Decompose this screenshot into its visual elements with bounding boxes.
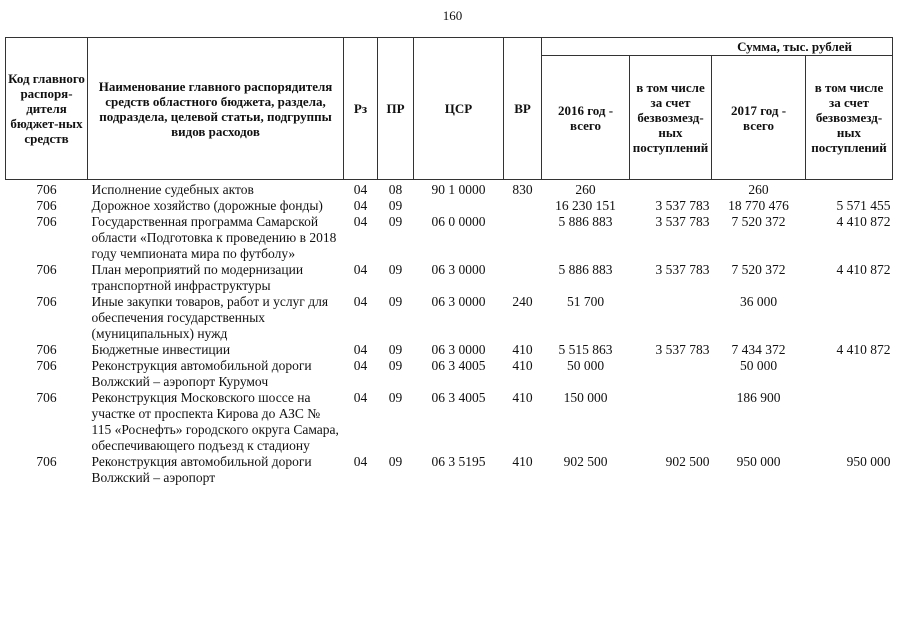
row-vr: 410: [512, 390, 533, 405]
row-name: Реконструкция автомобильной дороги Волжский – аэропорт: [91, 454, 312, 485]
row-2016-total: 5 886 883: [558, 262, 613, 277]
header-code: Код главного распоря-дителя бюджет-ных средств: [6, 38, 88, 180]
row-2017-free: 4 410 872: [836, 262, 891, 277]
row-2017-total: 50 000: [739, 358, 778, 373]
table-body: [6, 180, 893, 487]
row-pr: 09: [388, 262, 403, 277]
row-vr: 240: [512, 294, 533, 309]
row-csr: 06 3 4005: [431, 390, 486, 405]
row-name: План мероприятий по модернизации транспортной инфраструктуры: [91, 262, 304, 293]
row-2017-free: [806, 294, 893, 342]
row-2016-total: 5 515 863: [558, 342, 613, 357]
row-2017-free: 4 410 872: [836, 214, 891, 229]
row-code: 706: [36, 262, 57, 277]
row-rz: 04: [353, 294, 368, 309]
header-pr: ПР: [378, 38, 414, 180]
row-pr: 09: [388, 342, 403, 357]
row-pr: 09: [388, 294, 403, 309]
row-csr: 06 3 5195: [431, 454, 486, 469]
header-2016-total: 2016 год - всего: [542, 56, 630, 180]
row-pr: 09: [388, 454, 403, 469]
row-pr: 09: [388, 198, 403, 213]
row-code: 706: [36, 454, 57, 469]
row-2017-free: [806, 390, 893, 454]
row-2016-total: 150 000: [563, 390, 608, 405]
row-name: Иные закупки товаров, работ и услуг для обеспечения государственных (муниципальных) нужд: [91, 294, 329, 341]
header-vr: ВР: [504, 38, 542, 180]
header-rz: Рз: [344, 38, 378, 180]
row-rz: 04: [353, 198, 368, 213]
row-2017-free: 4 410 872: [836, 342, 891, 357]
row-2017-total: 7 434 372: [731, 342, 786, 357]
row-pr: 09: [388, 358, 403, 373]
row-rz: 04: [353, 390, 368, 405]
row-pr: 09: [388, 214, 403, 229]
row-vr: 410: [512, 342, 533, 357]
row-code: 706: [36, 342, 57, 357]
row-2017-total: 260: [748, 182, 769, 197]
row-2017-total: 18 770 476: [728, 198, 789, 213]
header-csr: ЦСР: [414, 38, 504, 180]
row-csr: 06 3 0000: [431, 294, 486, 309]
row-code: 706: [36, 390, 57, 405]
row-name: Реконструкция Московского шоссе на участке от проспекта Кирова до АЗС № 115 «Роснефть» городского округа Самара, обеспечивающего подъезд к стадиону: [91, 390, 339, 453]
table-row: [6, 180, 893, 199]
row-2017-free: [806, 358, 893, 390]
header-2017-free: в том числе за счет безвозмезд-ных поступлений: [806, 56, 893, 180]
row-2016-total: 5 886 883: [558, 214, 613, 229]
row-name: Государственная программа Самарской области «Подготовка к проведению в 2018 году чемпионата мира по футболу»: [91, 214, 337, 261]
row-csr: [414, 198, 504, 214]
row-2017-total: 7 520 372: [731, 214, 786, 229]
row-vr: [504, 198, 542, 214]
row-csr: 90 1 0000: [431, 182, 486, 197]
row-vr: 410: [512, 454, 533, 469]
row-rz: 04: [353, 358, 368, 373]
row-csr: 06 3 0000: [431, 262, 486, 277]
row-rz: 04: [353, 182, 368, 197]
row-rz: 04: [353, 262, 368, 277]
table-row: [6, 358, 893, 390]
row-csr: 06 0 0000: [431, 214, 486, 229]
row-2016-total: 260: [575, 182, 596, 197]
table-row: [6, 294, 893, 342]
row-code: 706: [36, 198, 57, 213]
table-row: [6, 390, 893, 454]
header-sum-group: Сумма, тыс. рублей: [542, 38, 893, 56]
row-2016-free: [630, 390, 712, 454]
row-rz: 04: [353, 454, 368, 469]
row-vr: 410: [512, 358, 533, 373]
row-rz: 04: [353, 342, 368, 357]
row-code: 706: [36, 214, 57, 229]
row-2017-total: 7 520 372: [731, 262, 786, 277]
row-code: 706: [36, 358, 57, 373]
row-pr: 09: [388, 390, 403, 405]
row-name: Дорожное хозяйство (дорожные фонды): [91, 198, 323, 213]
row-2017-total: 186 900: [736, 390, 781, 405]
page-number: 160: [442, 8, 463, 23]
table-row: [6, 342, 893, 358]
row-code: 706: [36, 182, 57, 197]
table-row: [6, 214, 893, 262]
budget-table: [5, 37, 893, 486]
row-2016-free: [630, 180, 712, 199]
table-row: [6, 198, 893, 214]
row-2016-free: 902 500: [665, 454, 710, 469]
row-2016-free: 3 537 783: [655, 262, 710, 277]
row-name: Бюджетные инвестиции: [91, 342, 231, 357]
row-name: Реконструкция автомобильной дороги Волжский – аэропорт Курумоч: [91, 358, 312, 389]
row-vr: 830: [512, 182, 533, 197]
row-2017-free: [806, 180, 893, 199]
row-vr: [504, 262, 542, 294]
row-2016-free: 3 537 783: [655, 198, 710, 213]
header-2017-total: 2017 год - всего: [712, 56, 806, 180]
row-2016-total: 50 000: [566, 358, 605, 373]
row-2016-total: 902 500: [563, 454, 608, 469]
row-2017-free: 950 000: [846, 454, 891, 469]
table-header: [6, 38, 893, 180]
row-name: Исполнение судебных актов: [91, 182, 254, 197]
row-2016-free: [630, 358, 712, 390]
row-2017-total: 36 000: [739, 294, 778, 309]
row-vr: [504, 214, 542, 262]
header-name: Наименование главного распорядителя средств областного бюджета, раздела, подраздела, целевой статьи, подгруппы видов расходов: [88, 38, 344, 180]
row-csr: 06 3 4005: [431, 358, 486, 373]
row-2016-free: 3 537 783: [655, 342, 710, 357]
row-2017-free: 5 571 455: [836, 198, 891, 213]
row-2016-free: [630, 294, 712, 342]
header-2016-free: в том числе за счет безвозмезд-ных поступлений: [630, 56, 712, 180]
row-2017-total: 950 000: [736, 454, 781, 469]
table-row: [6, 262, 893, 294]
row-csr: 06 3 0000: [431, 342, 486, 357]
row-2016-total: 16 230 151: [555, 198, 616, 213]
row-2016-total: 51 700: [566, 294, 605, 309]
row-code: 706: [36, 294, 57, 309]
row-rz: 04: [353, 214, 368, 229]
table-row: [6, 454, 893, 486]
row-pr: 08: [388, 182, 403, 197]
row-2016-free: 3 537 783: [655, 214, 710, 229]
